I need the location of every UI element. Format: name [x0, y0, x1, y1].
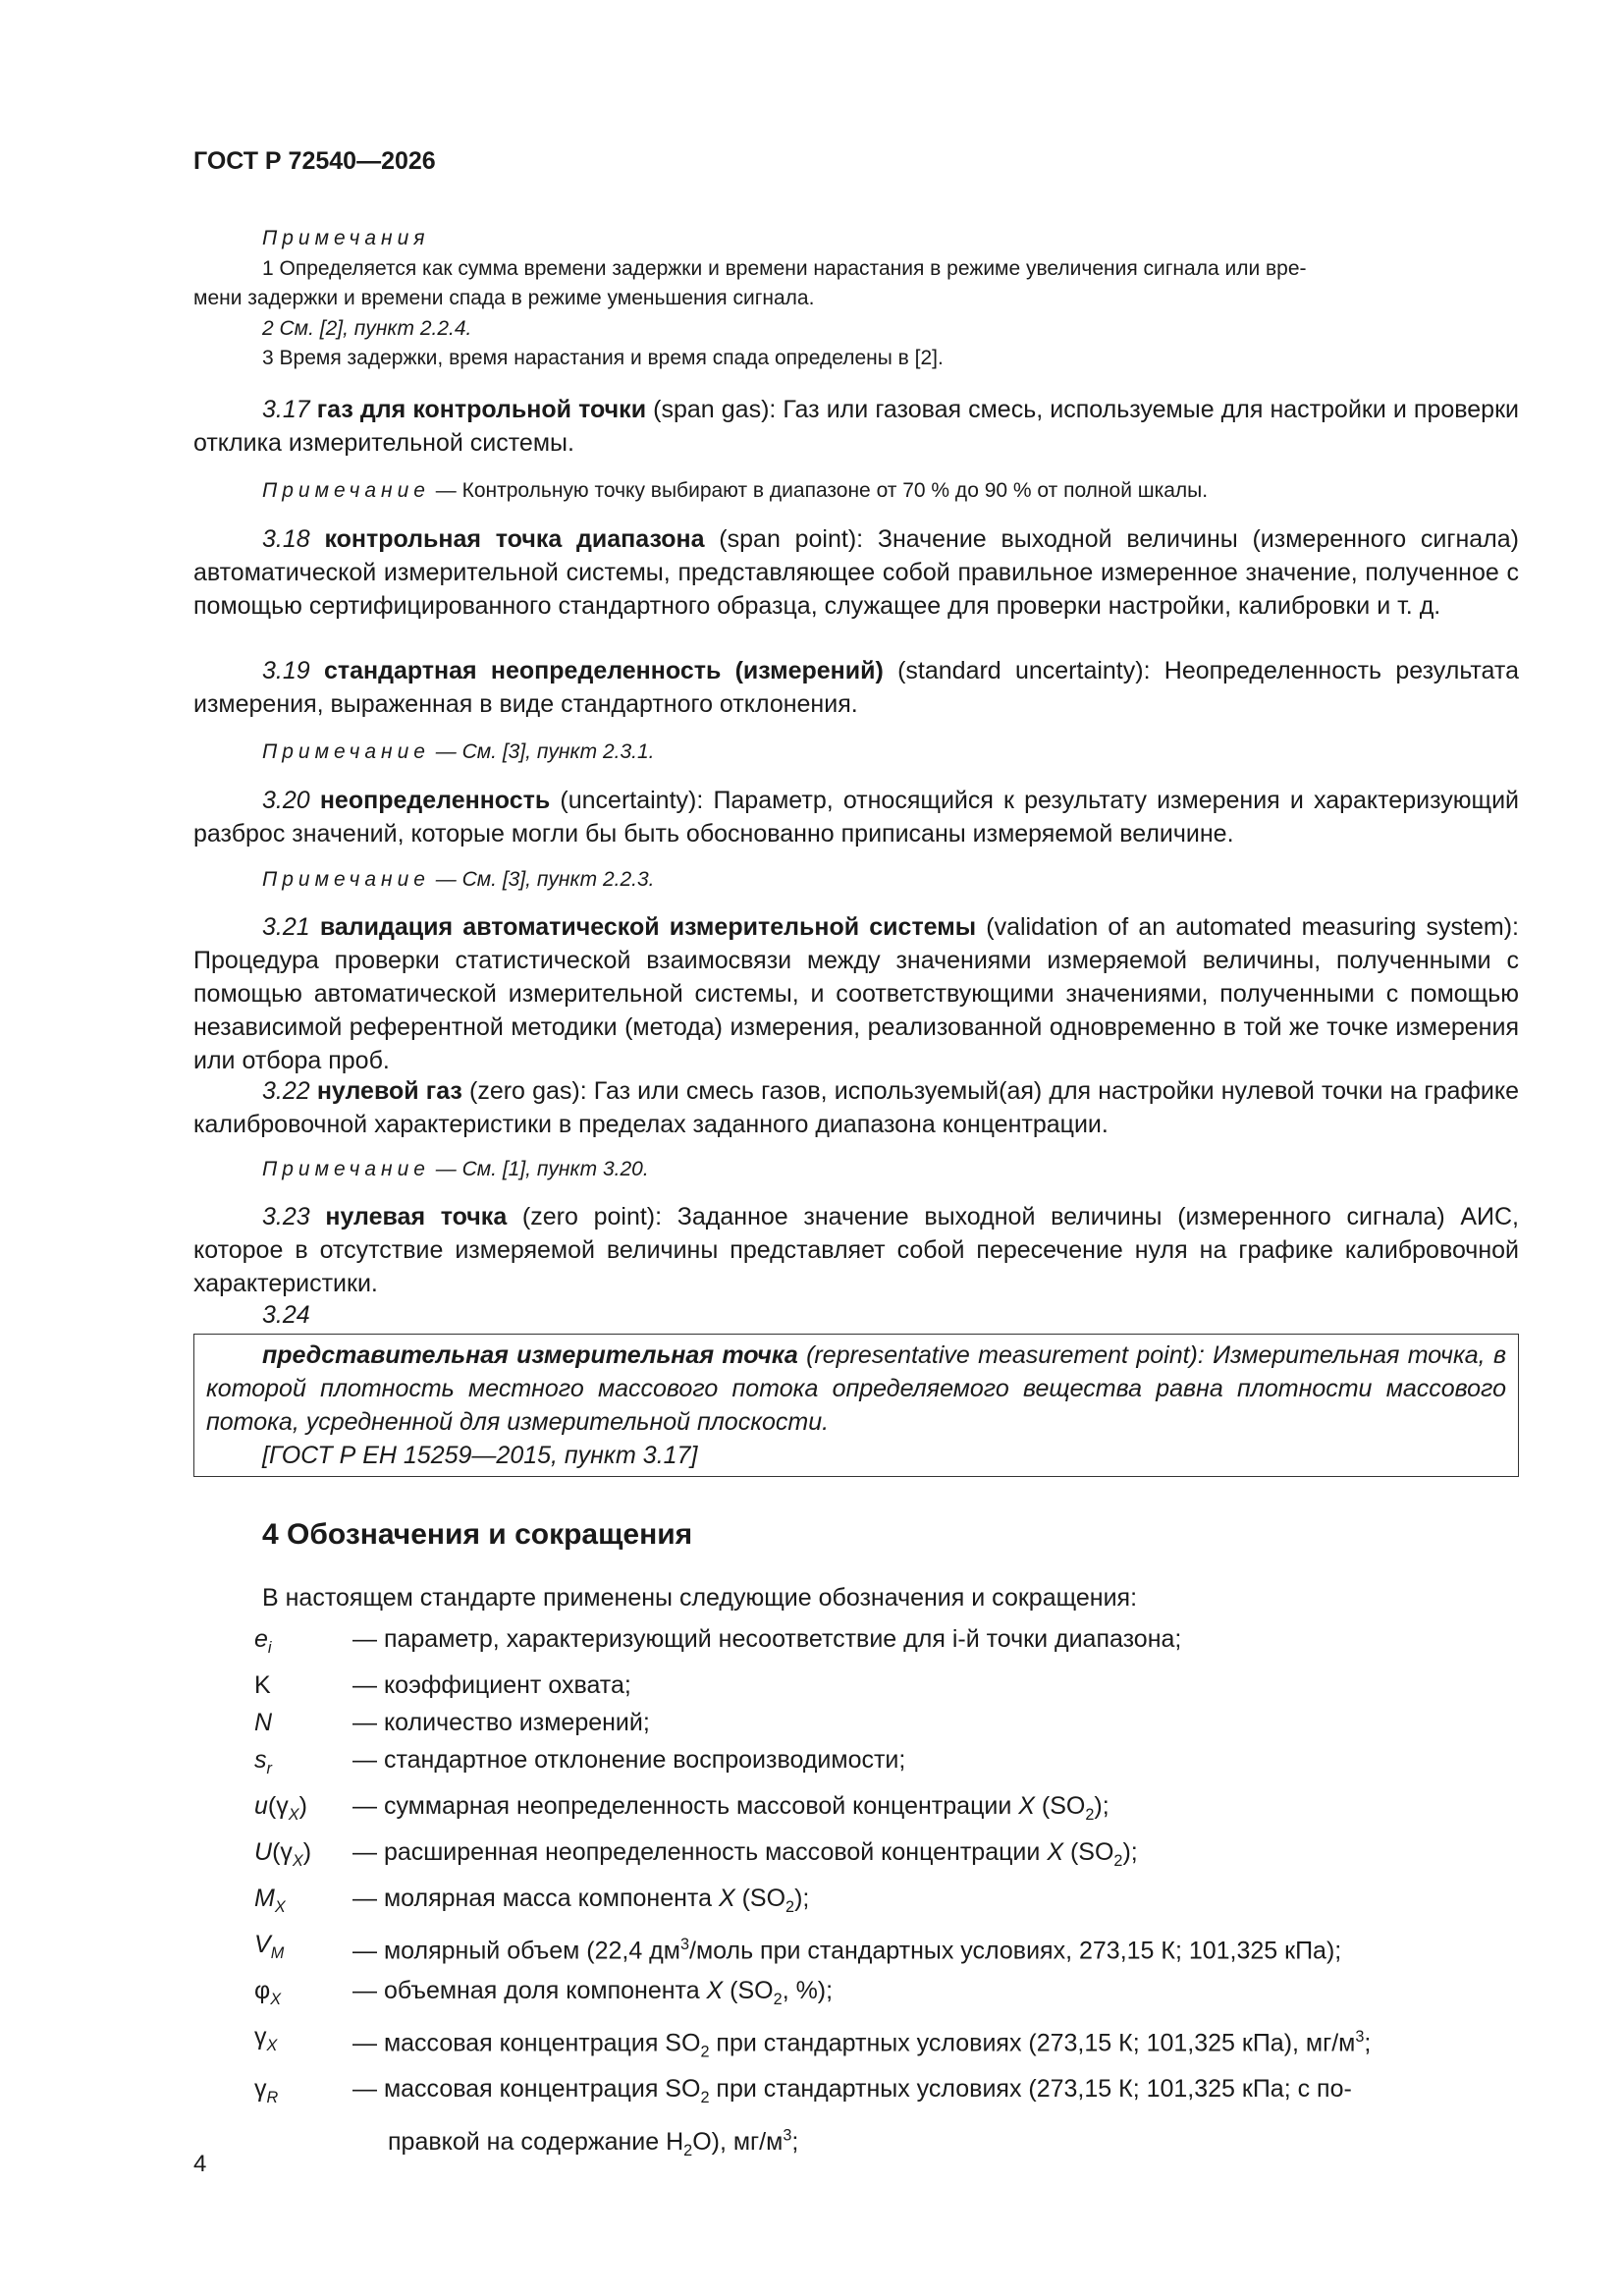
note-1a: 1 Определяется как сумма времени задержки и времени нарастания в режиме увеличения сигнала или вре- — [262, 256, 1307, 280]
term-definition: (standard uncertainty): Неопределенность результата измерения, выраженная в виде стандартного отклонения. — [193, 657, 1519, 718]
term-title: нулевой газ — [316, 1077, 462, 1105]
note-label: Примечание — [262, 1158, 430, 1180]
term-title: представительная измерительная точка — [262, 1341, 798, 1369]
term-number: 3.21 — [262, 913, 310, 941]
term-number: 3.17 — [262, 396, 310, 423]
symbol-definition: — массовая концентрация $SO_2$ при стандартных условиях (273,15 К; 101,325 кПа; с по- правкой на содержание $H_2O$), $мг/м^3$; — [352, 2075, 1352, 2159]
note-text: — См. [1], пункт 3.20. — [429, 1158, 649, 1180]
term-definition: (representative measurement point): Измерительная точка, в которой плотность местного массового потока определяемого вещества равна плотности массового потока, усредненной для измерительной плоскости. — [206, 1341, 1506, 1436]
note-text: — См. [3], пункт 2.3.1. — [429, 740, 655, 763]
term-3-22 — [193, 1074, 1519, 1141]
symbol-definition: — молярный объем (22,4 $дм^3$/моль при стандартных условиях, 273,15 К; 101,325 кПа); — [352, 1936, 1342, 1965]
list-item: $M_X$ — молярная масса компонента X $(SO_2)$; — [193, 1880, 1519, 1926]
list-item: $\varphi_X$ — объемная доля компонента X ($SO_2$, %); — [193, 1972, 1519, 2018]
term-3-17 — [193, 393, 1519, 460]
term-3-19 — [193, 654, 1519, 721]
list-item: $s_r$ — стандартное отклонение воспроизводимости; — [193, 1741, 1519, 1787]
term-3-20 — [193, 784, 1519, 850]
term-definition: (validation of an automated measuring system): Процедура проверки статистической взаимосвязи между значениями измеряемой величины, полученными с помощью автоматической измерительной системы, и соответствующими значениями, полученными с помощью независимой референтной методики (метода) измерения, реализованной одновременно в той же точке измерения или отбора проб. — [193, 913, 1520, 1074]
symbols-list — [193, 1620, 1519, 2169]
note-label: Примечание — [262, 868, 430, 891]
term-3-24-number — [193, 1298, 1519, 1332]
term-definition: (zero point): Заданное значение выходной величины (измеренного сигнала) АИС, которое в отсутствие измеряемой величины представляет собой пересечение нуля на графике калибровочной характеристики. — [193, 1203, 1519, 1297]
section-4-intro — [193, 1581, 1519, 1614]
note-2: 2 См. [2], пункт 2.2.4. — [262, 316, 472, 340]
note-3: 3 Время задержки, время нарастания и время спада определены в [2]. — [262, 347, 944, 369]
symbol-definition: — молярная масса компонента X $(SO_2)$; — [352, 1885, 810, 1916]
symbol-definition: — суммарная неопределенность массовой концентрации X $(SO_2)$; — [352, 1792, 1109, 1824]
term-title: неопределенность — [319, 787, 551, 814]
symbol-definition: — объемная доля компонента X ($SO_2$, %); — [352, 1977, 834, 2008]
symbol-definition: — количество измерений; — [352, 1709, 650, 1736]
note-text: — См. [3], пункт 2.2.3. — [429, 868, 655, 891]
list-item: $u(\gamma_X)$ — суммарная неопределенность массовой концентрации X $(SO_2)$; — [193, 1787, 1519, 1833]
document-code: ГОСТ Р 72540—2026 — [193, 147, 436, 175]
term-definition: (zero gas): Газ или смесь газов, используемый(ая) для настройки нулевой точки на графике калибровочной характеристики в пределах заданного диапазона концентрации. — [193, 1077, 1520, 1138]
term-title: контрольная точка диапазона — [324, 525, 705, 553]
term-title: нулевая точка — [325, 1203, 508, 1230]
term-title: газ для контрольной точки — [316, 396, 647, 423]
term-number: 3.24 — [262, 1301, 310, 1329]
term-number: 3.22 — [262, 1077, 310, 1105]
symbol-definition: — массовая концентрация $SO_2$ при стандартных условиях (273,15 К; 101,325 кПа), $мг/м^3$; — [352, 2028, 1372, 2061]
term-3-18 — [193, 522, 1519, 623]
symbol-definition: — параметр, характеризующий несоответствие для i-й точки диапазона; — [352, 1625, 1182, 1653]
note-3-20 — [193, 864, 1519, 895]
list-item: $\gamma_X$ — массовая концентрация $SO_2$ при стандартных условиях (273,15 К; 101,325 кПа), $мг/м^3$; — [193, 2018, 1519, 2070]
section-intro: В настоящем стандарте применены следующие обозначения и сокращения: — [262, 1584, 1138, 1612]
page-number: 4 — [193, 2151, 207, 2177]
list-item: $e_i$ — параметр, характеризующий несоответствие для i-й точки диапазона; — [193, 1620, 1519, 1667]
note-3-17 — [193, 475, 1519, 506]
note-text: — Контрольную точку выбирают в диапазоне от 70 % до 90 % от полной шкалы. — [429, 479, 1209, 502]
term-number: 3.23 — [262, 1203, 310, 1230]
note-label: Примечание — [262, 479, 430, 502]
list-item: N — количество измерений; — [193, 1704, 1519, 1741]
term-title: валидация автоматической измерительной системы — [319, 913, 977, 941]
section-title: 4 Обозначения и сокращения — [262, 1518, 693, 1551]
term-number: 3.18 — [262, 525, 310, 553]
term-number: 3.20 — [262, 787, 310, 814]
note-3-22 — [193, 1154, 1519, 1184]
term-definition: (uncertainty): Параметр, относящийся к результату измерения и характеризующий разброс значений, которые могли бы быть обоснованно приписаны измеряемой величине. — [193, 787, 1519, 847]
symbol-definition: — стандартное отклонение воспроизводимости; — [352, 1746, 906, 1774]
note-1b: мени задержки и времени спада в режиме уменьшения сигнала. — [193, 287, 815, 309]
list-item: K — коэффициент охвата; — [193, 1667, 1519, 1704]
list-item: $V_M$ — молярный объем (22,4 $дм^3$/моль при стандартных условиях, 273,15 К; 101,325 кПа); — [193, 1926, 1519, 1972]
list-item: $\gamma_R$ — массовая концентрация $SO_2$ при стандартных условиях (273,15 К; 101,325 кПа; с по- правкой на содержание $H_2O$), $мг/м^3$; — [193, 2070, 1519, 2168]
symbol-definition: — расширенная неопределенность массовой концентрации X $(SO_2)$; — [352, 1838, 1138, 1870]
note-3-19 — [193, 737, 1519, 767]
term-definition: (span point): Значение выходной величины (измеренного сигнала) автоматической измерительной системы, представляющее собой правильное измеренное значение, полученное с помощью сертифицированного стандартного образца, служащее для проверки настройки, калибровки и т. д. — [193, 525, 1519, 620]
term-3-24-box — [193, 1334, 1519, 1477]
term-number: 3.19 — [262, 657, 310, 684]
term-3-21 — [193, 910, 1519, 1077]
term-title: стандартная неопределенность (измерений) — [323, 657, 884, 684]
term-source: [ГОСТ Р ЕН 15259—2015, пункт 3.17] — [262, 1442, 698, 1469]
list-item: $U(\gamma_X)$ — расширенная неопределенность массовой концентрации X $(SO_2)$; — [193, 1833, 1519, 1880]
notes-block — [193, 224, 1519, 374]
term-3-23 — [193, 1200, 1519, 1300]
note-label: Примечание — [262, 740, 430, 763]
symbol-definition: — коэффициент охвата; — [352, 1671, 631, 1699]
notes-title: Примечания — [262, 227, 430, 249]
section-4 — [193, 1518, 1519, 1552]
term-definition: (span gas): Газ или газовая смесь, используемые для настройки и проверки отклика измерительной системы. — [193, 396, 1519, 457]
